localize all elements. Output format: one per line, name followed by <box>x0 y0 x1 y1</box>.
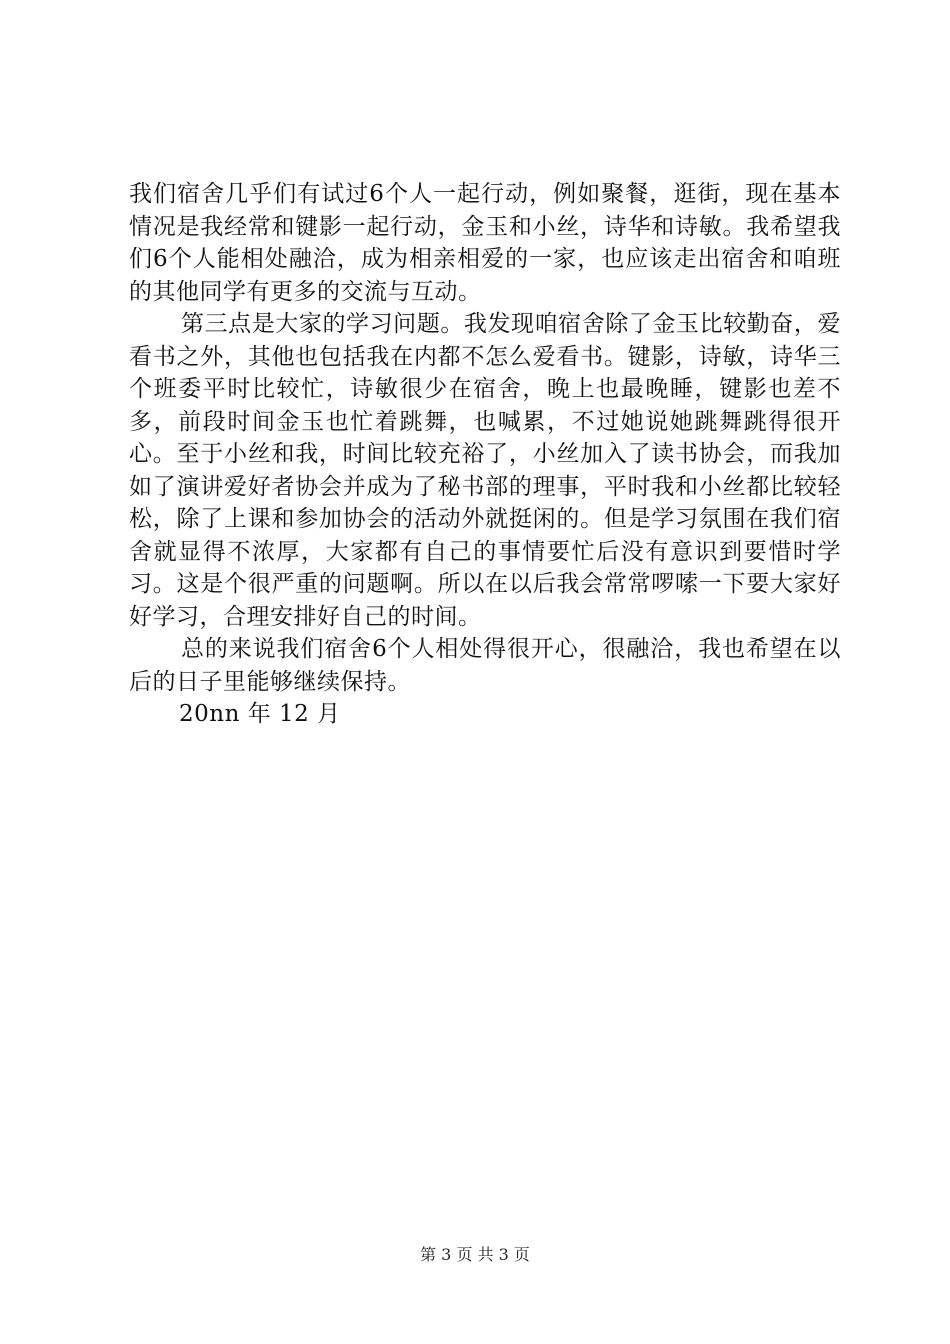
page-footer: 第 3 页 共 3 页 <box>420 1245 530 1264</box>
paragraph-1: 我们宿舍几乎们有试过6个人一起行动，例如聚餐，逛街，现在基本情况是我经常和键影一起行动，金玉和小丝，诗华和诗敏。我希望我们6个人能相处融洽，成为相亲相爱的一家，也应该走出宿舍和咱班的其他同学有更多的交流与互动。 <box>129 181 841 305</box>
paragraph-2: 第三点是大家的学习问题。我发现咱宿舍除了金玉比较勤奋，爱看书之外，其他也包括我在内都不怎么爱看书。键影，诗敏，诗华三个班委平时比较忙，诗敏很少在宿舍，晚上也最晚睡，键影也差不多，前段时间金玉也忙着跳舞，也喊累，不过她说她跳舞跳得很开心。至于小丝和我，时间比较充裕了，小丝加入了读书协会，而我加如了演讲爱好者协会并成为了秘书部的理事，平时我和小丝都比较轻松，除了上课和参加协会的活动外就挺闲的。但是学习氛围在我们宿舍就显得不浓厚，大家都有自己的事情要忙后没有意识到要惜时学习。这是个很严重的问题啊。所以在以后我会常常啰嗦一下要大家好好学习，合理安排好自己的时间。 <box>129 311 841 630</box>
document-date: 20nn 年 12 月 <box>179 701 341 727</box>
paragraph-3: 总的来说我们宿舍6个人相处得很开心，很融洽，我也希望在以后的日子里能够继续保持。 <box>129 636 841 695</box>
document-body <box>129 178 841 731</box>
